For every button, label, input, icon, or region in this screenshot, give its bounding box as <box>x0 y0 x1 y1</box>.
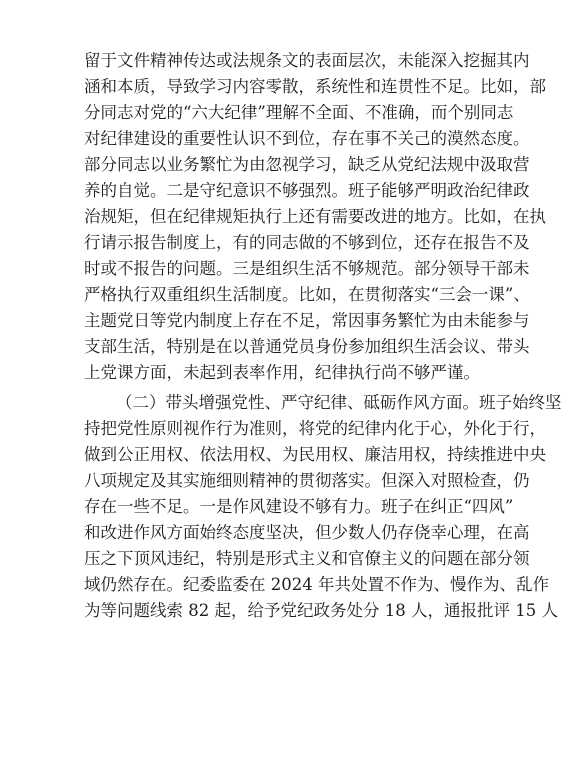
text-line: 分同志对党的“六大纪律”理解不全面、不准确，而个别同志 <box>84 103 514 122</box>
text-line: 主题党日等党内制度上存在不足，常因事务繁忙为由未能参与 <box>84 311 530 330</box>
text-line: 养的自觉。二是守纪意识不够强烈。班子能够严明政治纪律政 <box>84 181 530 200</box>
text-line: 部分同志以业务繁忙为由忽视学习，缺乏从党纪法规中汲取营 <box>84 155 530 174</box>
text-line: 为等问题线索 82 起，给予党纪政务处分 18 人，通报批评 15 人 <box>84 601 558 620</box>
text-line: 和改进作风方面始终态度坚决，但少数人仍存侥幸心理，在高 <box>84 523 530 542</box>
text-line: 压之下顶风违纪，特别是形式主义和官僚主义的问题在部分领 <box>84 549 530 568</box>
text-line: 支部生活，特别是在以普通党员身份参加组织生活会议、带头 <box>84 337 530 356</box>
text-line: 持把党性原则视作行为准则，将党的纪律内化于心，外化于行， <box>84 419 546 438</box>
text-line: 做到公正用权、依法用权、为民用权、廉洁用权，持续推进中央 <box>84 445 546 464</box>
paragraph-last-line: 上党课方面，未起到表率作用，纪律执行尚不够严谨。 <box>84 363 480 382</box>
text-line: 八项规定及其实施细则精神的贯彻落实。但深入对照检查，仍 <box>84 471 530 490</box>
text-line: 治规矩，但在纪律规矩执行上还有需要改进的地方。比如，在执 <box>84 207 546 226</box>
text-line: 存在一些不足。一是作风建设不够有力。班子在纠正“四风” <box>84 497 514 516</box>
text-line: 严格执行双重组织生活制度。比如，在贯彻落实“三会一课”、 <box>84 285 530 304</box>
text-line: 域仍然存在。纪委监委在 2024 年共处置不作为、慢作为、乱作 <box>84 575 549 594</box>
text-line: 留于文件精神传达或法规条文的表面层次，未能深入挖掘其内 <box>84 51 530 70</box>
section-heading-line: （二）带头增强党性、严守纪律、砥砺作风方面。班子始终坚 <box>116 393 562 412</box>
text-line: 时或不报告的问题。三是组织生活不够规范。部分领导干部未 <box>84 259 530 278</box>
text-line: 对纪律建设的重要性认识不到位，存在事不关己的漠然态度。 <box>84 129 530 148</box>
text-line: 涵和本质，导致学习内容零散，系统性和连贯性不足。比如，部 <box>84 77 546 96</box>
text-line: 行请示报告制度上，有的同志做的不够到位，还存在报告不及 <box>84 233 530 252</box>
